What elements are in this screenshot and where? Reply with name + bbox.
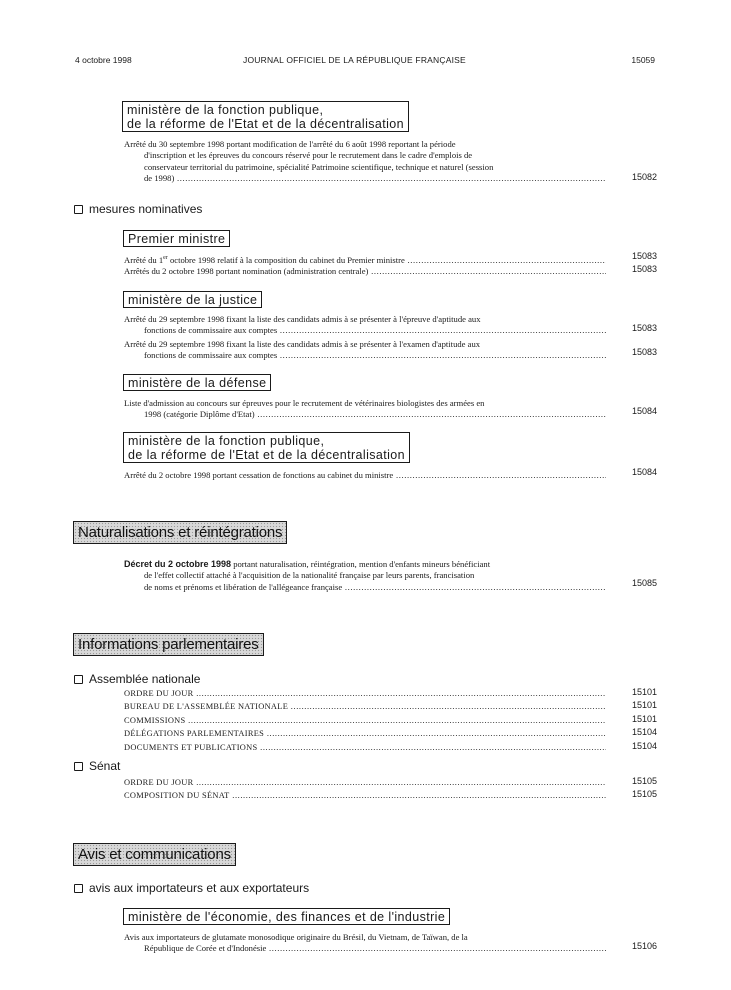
entry-line: de 1998) ..... bbox=[124, 173, 606, 184]
assemblee-list bbox=[124, 687, 606, 754]
list-item: DÉLÉGATIONS PARLEMENTAIRES ..... bbox=[124, 727, 606, 740]
entry-line: fonctions de commissaire aux comptes ..... bbox=[124, 325, 606, 336]
page-ref: 15083 bbox=[631, 251, 657, 261]
list-item: BUREAU DE L'ASSEMBLÉE NATIONALE ..... bbox=[124, 700, 606, 713]
entry-line: Arrêté du 30 septembre 1998 portant modification de l'arrêté du 6 août 1998 reportant la période bbox=[124, 139, 456, 149]
entry-line: Avis aux importateurs de glutamate monosodique originaire du Brésil, du Vietnam, de Taïwan, de la bbox=[124, 932, 468, 942]
page-ref: 15083 bbox=[631, 347, 657, 357]
entry-line: conservateur territorial du patrimoine, spécialité Patrimoine scientifique, technique et naturel (session bbox=[144, 161, 494, 172]
page-ref: 15101 bbox=[631, 713, 657, 724]
senat-list bbox=[124, 776, 606, 803]
list-item: COMMISSIONS ..... bbox=[124, 714, 606, 727]
journal-title: JOURNAL OFFICIEL DE LA RÉPUBLIQUE FRANÇAISE bbox=[243, 55, 466, 65]
list-item: ORDRE DU JOUR ..... bbox=[124, 776, 606, 789]
ministry-label-line1: ministère de la fonction publique, bbox=[127, 103, 324, 117]
header-page-number: 15059 bbox=[631, 55, 655, 65]
page-ref: 15085 bbox=[631, 578, 657, 588]
page-ref: 15101 bbox=[631, 687, 657, 697]
page-ref: 15104 bbox=[631, 727, 657, 738]
ministry-label-line2: de la réforme de l'Etat et de la décentralisation bbox=[127, 117, 404, 131]
entry-bold: Décret du 2 octobre 1998 bbox=[124, 559, 232, 569]
entry-line: Liste d'admission au concours sur épreuves pour le recrutement de vétérinaires biologistes des armées en bbox=[124, 398, 485, 408]
entry-defense bbox=[124, 398, 606, 421]
page-ref: 15105 bbox=[631, 776, 657, 786]
header-date: 4 octobre 1998 bbox=[75, 55, 132, 65]
section-heading-avis-importateurs bbox=[74, 881, 309, 895]
heading-text: avis aux importateurs et aux exportateurs bbox=[89, 881, 310, 895]
entry-justice-1 bbox=[124, 314, 606, 337]
entry-line: fonctions de commissaire aux comptes ..... bbox=[124, 350, 606, 361]
page-ref: 15083 bbox=[631, 323, 657, 333]
assemblee-pages bbox=[627, 686, 657, 753]
section-heading-assemblee bbox=[74, 672, 200, 686]
section-heading-senat bbox=[74, 759, 120, 773]
entry-premier-1: Arrêté du 1er octobre 1998 relatif à la composition du cabinet du Premier ministre ..... bbox=[124, 253, 606, 266]
entry-line: d'inscription et les épreuves du concours réservé pour le recrutement dans le cadre d'emplois de bbox=[144, 150, 473, 161]
page-ref: 15084 bbox=[631, 467, 657, 477]
list-item: DOCUMENTS ET PUBLICATIONS ..... bbox=[124, 741, 606, 754]
heading-text: Assemblée nationale bbox=[89, 672, 201, 686]
list-item: ORDRE DU JOUR ..... bbox=[124, 687, 606, 700]
ministry-box-economie: ministère de l'économie, des finances et de l'industrie bbox=[123, 908, 450, 925]
checkbox-bullet-icon bbox=[74, 762, 83, 771]
senat-pages bbox=[627, 775, 657, 802]
entry-line: République de Corée et d'Indonésie ..... bbox=[124, 943, 606, 954]
checkbox-bullet-icon bbox=[74, 884, 83, 893]
banner-avis-communications: Avis et communications bbox=[73, 843, 236, 866]
entry-premier-2: Arrêtés du 2 octobre 1998 portant nomination (administration centrale) ..... bbox=[124, 266, 606, 277]
list-item: COMPOSITION DU SÉNAT ..... bbox=[124, 789, 606, 802]
ministry-box-fonction-publique-2 bbox=[123, 432, 410, 463]
checkbox-bullet-icon bbox=[74, 675, 83, 684]
entry-line: 1998 (catégorie Diplôme d'Etat) ..... bbox=[124, 409, 606, 420]
entry-line: de noms et prénoms et libération de l'allégeance française ..... bbox=[124, 582, 606, 593]
page-ref: 15082 bbox=[631, 172, 657, 182]
entry-arrete-30-septembre bbox=[124, 139, 606, 184]
entry-justice-2 bbox=[124, 339, 606, 362]
entry-fonction-cessation: Arrêté du 2 octobre 1998 portant cessation de fonctions au cabinet du ministre ..... bbox=[124, 470, 606, 481]
entry-avis-glutamate bbox=[124, 932, 606, 955]
ministry-box-fonction-publique-1 bbox=[122, 101, 409, 132]
heading-text: mesures nominatives bbox=[89, 202, 203, 216]
page-ref: 15083 bbox=[631, 264, 657, 274]
banner-naturalisations: Naturalisations et réintégrations bbox=[73, 521, 287, 544]
entry-line: portant naturalisation, réintégration, mention d'enfants mineurs bénéficiant bbox=[231, 559, 491, 569]
page-ref: 15105 bbox=[631, 789, 657, 800]
ministry-label-line2: de la réforme de l'Etat et de la décentralisation bbox=[128, 448, 405, 462]
entry-decret-naturalisation bbox=[124, 559, 606, 593]
ministry-label-line1: ministère de la fonction publique, bbox=[128, 434, 325, 448]
entry-line: Arrêté du 29 septembre 1998 fixant la liste des candidats admis à se présenter à l'examen d'aptitude aux bbox=[124, 339, 481, 349]
heading-text: Sénat bbox=[89, 759, 121, 773]
page-ref: 15104 bbox=[631, 740, 657, 751]
page-ref: 15101 bbox=[631, 700, 657, 711]
entry-line: de l'effet collectif attaché à l'acquisition de la nationalité française par leurs parents, francisation bbox=[144, 570, 475, 581]
page-ref: 15106 bbox=[631, 941, 657, 951]
ministry-box-justice: ministère de la justice bbox=[123, 291, 262, 308]
banner-informations-parlementaires: Informations parlementaires bbox=[73, 633, 264, 656]
ministry-box-defense: ministère de la défense bbox=[123, 374, 271, 391]
section-heading-mesures-nominatives bbox=[74, 202, 202, 216]
ministry-box-premier-ministre: Premier ministre bbox=[123, 230, 230, 247]
entry-line: Arrêté du 29 septembre 1998 fixant la liste des candidats admis à se présenter à l'épreuve d'aptitude aux bbox=[124, 314, 481, 324]
checkbox-bullet-icon bbox=[74, 205, 83, 214]
page-ref: 15084 bbox=[631, 406, 657, 416]
